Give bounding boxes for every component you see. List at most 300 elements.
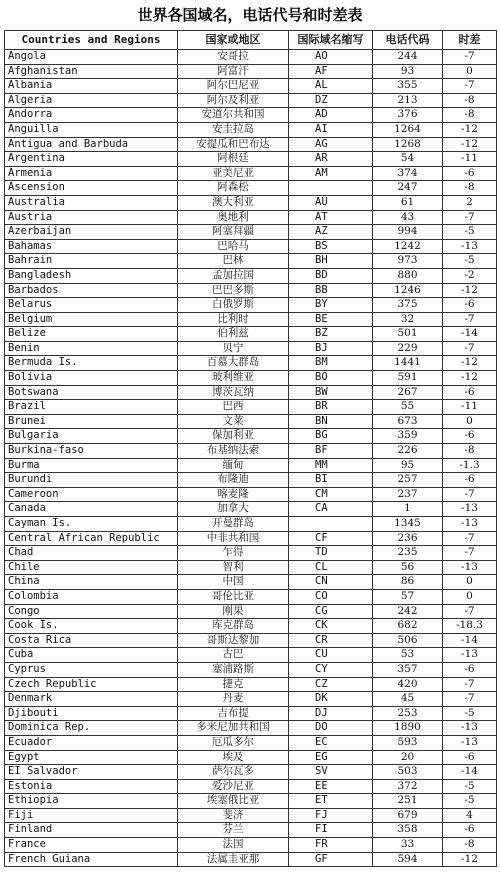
- cell-country-en: Burundi: [5, 473, 178, 488]
- cell-phone-code: 235: [373, 546, 443, 561]
- cell-phone-code: 973: [373, 254, 443, 269]
- cell-phone-code: 682: [373, 619, 443, 634]
- cell-country-en: Chile: [5, 560, 178, 575]
- cell-country-cn: 丹麦: [178, 692, 289, 707]
- cell-domain: AF: [289, 64, 373, 79]
- cell-domain: BS: [289, 239, 373, 254]
- cell-time-diff: -1.3: [443, 458, 497, 473]
- table-row: [5, 429, 497, 444]
- cell-country-en: Czech Republic: [5, 677, 178, 692]
- cell-country-en: Belarus: [5, 298, 178, 313]
- cell-domain: EE: [289, 779, 373, 794]
- header-time-diff: 时差: [443, 31, 497, 50]
- cell-time-diff: -12: [443, 137, 497, 152]
- table-row: [5, 327, 497, 342]
- cell-phone-code: 267: [373, 385, 443, 400]
- cell-country-cn: 安道尔共和国: [178, 108, 289, 123]
- cell-country-cn: 布隆迪: [178, 473, 289, 488]
- cell-domain: AG: [289, 137, 373, 152]
- cell-time-diff: -7: [443, 546, 497, 561]
- cell-time-diff: -6: [443, 823, 497, 838]
- cell-domain: DJ: [289, 706, 373, 721]
- cell-phone-code: 55: [373, 400, 443, 415]
- cell-phone-code: 594: [373, 852, 443, 867]
- cell-phone-code: 57: [373, 589, 443, 604]
- cell-country-cn: 加拿大: [178, 502, 289, 517]
- cell-country-cn: 阿森松: [178, 181, 289, 196]
- table-row: [5, 487, 497, 502]
- table-row: [5, 181, 497, 196]
- cell-domain: FJ: [289, 808, 373, 823]
- cell-time-diff: -6: [443, 750, 497, 765]
- cell-country-cn: 伯利兹: [178, 327, 289, 342]
- cell-time-diff: -12: [443, 122, 497, 137]
- cell-time-diff: -11: [443, 400, 497, 415]
- cell-country-cn: 刚果: [178, 604, 289, 619]
- table-row: [5, 619, 497, 634]
- cell-country-en: China: [5, 575, 178, 590]
- cell-domain: CU: [289, 648, 373, 663]
- cell-domain: BN: [289, 414, 373, 429]
- cell-country-cn: 百慕大群岛: [178, 356, 289, 371]
- table-row: [5, 838, 497, 853]
- cell-country-cn: 阿富汗: [178, 64, 289, 79]
- cell-country-cn: 巴西: [178, 400, 289, 415]
- cell-country-cn: 博茨瓦纳: [178, 385, 289, 400]
- cell-country-en: Cyprus: [5, 662, 178, 677]
- cell-country-en: Australia: [5, 195, 178, 210]
- cell-country-en: Canada: [5, 502, 178, 517]
- cell-country-cn: 亚美尼亚: [178, 166, 289, 181]
- cell-domain: ET: [289, 794, 373, 809]
- cell-domain: DK: [289, 692, 373, 707]
- cell-phone-code: 229: [373, 341, 443, 356]
- cell-country-cn: 捷克: [178, 677, 289, 692]
- table-row: [5, 225, 497, 240]
- table-row: [5, 794, 497, 809]
- cell-phone-code: 226: [373, 444, 443, 459]
- cell-time-diff: -14: [443, 633, 497, 648]
- header-domain: 国际域名缩写: [289, 31, 373, 50]
- cell-country-en: Central African Republic: [5, 531, 178, 546]
- cell-country-en: Bahrain: [5, 254, 178, 269]
- cell-phone-code: 237: [373, 487, 443, 502]
- cell-country-en: Botswana: [5, 385, 178, 400]
- table-row: [5, 93, 497, 108]
- table-row: [5, 517, 497, 532]
- cell-country-en: Bahamas: [5, 239, 178, 254]
- cell-domain: AZ: [289, 225, 373, 240]
- cell-country-cn: 阿尔及利亚: [178, 93, 289, 108]
- cell-country-cn: 中国: [178, 575, 289, 590]
- cell-domain: CA: [289, 502, 373, 517]
- cell-domain: AM: [289, 166, 373, 181]
- table-row: [5, 531, 497, 546]
- cell-country-cn: 塞浦路斯: [178, 662, 289, 677]
- table-row: [5, 385, 497, 400]
- table-row: [5, 312, 497, 327]
- cell-country-en: Azerbaijan: [5, 225, 178, 240]
- cell-country-en: Bulgaria: [5, 429, 178, 444]
- cell-phone-code: 86: [373, 575, 443, 590]
- cell-time-diff: -13: [443, 560, 497, 575]
- cell-time-diff: -7: [443, 487, 497, 502]
- cell-time-diff: -8: [443, 93, 497, 108]
- header-phone-code: 电话代码: [373, 31, 443, 50]
- cell-country-en: Algeria: [5, 93, 178, 108]
- cell-domain: BW: [289, 385, 373, 400]
- cell-country-en: Fiji: [5, 808, 178, 823]
- table-row: [5, 852, 497, 867]
- cell-phone-code: 95: [373, 458, 443, 473]
- cell-country-cn: 阿尔巴尼亚: [178, 79, 289, 94]
- cell-domain: BJ: [289, 341, 373, 356]
- cell-domain: CZ: [289, 677, 373, 692]
- cell-country-en: Argentina: [5, 152, 178, 167]
- cell-phone-code: 679: [373, 808, 443, 823]
- cell-domain: CL: [289, 560, 373, 575]
- cell-time-diff: 0: [443, 64, 497, 79]
- cell-domain: BG: [289, 429, 373, 444]
- cell-domain: BR: [289, 400, 373, 415]
- cell-time-diff: -7: [443, 312, 497, 327]
- table-row: [5, 706, 497, 721]
- cell-time-diff: 0: [443, 575, 497, 590]
- cell-domain: FI: [289, 823, 373, 838]
- cell-country-cn: 开曼群岛: [178, 517, 289, 532]
- cell-domain: AT: [289, 210, 373, 225]
- cell-country-cn: 吉布提: [178, 706, 289, 721]
- table-row: [5, 560, 497, 575]
- cell-domain: BF: [289, 444, 373, 459]
- cell-time-diff: -8: [443, 444, 497, 459]
- cell-domain: BD: [289, 268, 373, 283]
- table-row: [5, 750, 497, 765]
- cell-country-en: Andorra: [5, 108, 178, 123]
- cell-time-diff: -12: [443, 356, 497, 371]
- cell-phone-code: 1: [373, 502, 443, 517]
- cell-country-cn: 厄瓜多尔: [178, 735, 289, 750]
- cell-phone-code: 43: [373, 210, 443, 225]
- cell-phone-code: 1264: [373, 122, 443, 137]
- cell-country-cn: 中非共和国: [178, 531, 289, 546]
- table-row: [5, 414, 497, 429]
- cell-time-diff: -14: [443, 765, 497, 780]
- cell-country-cn: 乍得: [178, 546, 289, 561]
- cell-phone-code: 372: [373, 779, 443, 794]
- cell-country-en: Burkina-faso: [5, 444, 178, 459]
- cell-country-en: Benin: [5, 341, 178, 356]
- cell-country-en: Finland: [5, 823, 178, 838]
- table-row: [5, 371, 497, 386]
- cell-country-cn: 奥地利: [178, 210, 289, 225]
- cell-phone-code: 357: [373, 662, 443, 677]
- cell-country-cn: 法国: [178, 838, 289, 853]
- cell-phone-code: 376: [373, 108, 443, 123]
- cell-country-en: Ecuador: [5, 735, 178, 750]
- table-row: [5, 152, 497, 167]
- cell-country-en: Angola: [5, 50, 178, 65]
- cell-phone-code: 33: [373, 838, 443, 853]
- cell-phone-code: 1345: [373, 517, 443, 532]
- cell-country-en: Congo: [5, 604, 178, 619]
- cell-phone-code: 1242: [373, 239, 443, 254]
- cell-domain: CN: [289, 575, 373, 590]
- cell-domain: AI: [289, 122, 373, 137]
- table-row: [5, 137, 497, 152]
- table-row: [5, 823, 497, 838]
- cell-phone-code: 358: [373, 823, 443, 838]
- cell-time-diff: -12: [443, 283, 497, 298]
- cell-country-en: Belgium: [5, 312, 178, 327]
- table-row: [5, 400, 497, 415]
- cell-country-cn: 安哥拉: [178, 50, 289, 65]
- cell-country-cn: 阿根廷: [178, 152, 289, 167]
- cell-time-diff: -5: [443, 794, 497, 809]
- cell-domain: BB: [289, 283, 373, 298]
- cell-country-en: Afghanistan: [5, 64, 178, 79]
- cell-domain: CK: [289, 619, 373, 634]
- cell-phone-code: 242: [373, 604, 443, 619]
- cell-phone-code: 61: [373, 195, 443, 210]
- header-row: [5, 31, 497, 50]
- cell-phone-code: 20: [373, 750, 443, 765]
- cell-country-cn: 喀麦隆: [178, 487, 289, 502]
- cell-time-diff: -5: [443, 706, 497, 721]
- cell-domain: AU: [289, 195, 373, 210]
- cell-time-diff: -2: [443, 268, 497, 283]
- cell-phone-code: 1890: [373, 721, 443, 736]
- table-row: [5, 589, 497, 604]
- table-row: [5, 808, 497, 823]
- cell-country-cn: 芬兰: [178, 823, 289, 838]
- cell-country-cn: 澳大利亚: [178, 195, 289, 210]
- cell-country-cn: 巴巴多斯: [178, 283, 289, 298]
- cell-country-en: EI Salvador: [5, 765, 178, 780]
- table-row: [5, 458, 497, 473]
- cell-domain: SV: [289, 765, 373, 780]
- cell-country-cn: 布基纳法索: [178, 444, 289, 459]
- cell-time-diff: -7: [443, 604, 497, 619]
- table-row: [5, 283, 497, 298]
- cell-country-cn: 巴哈马: [178, 239, 289, 254]
- table-row: [5, 50, 497, 65]
- cell-time-diff: -8: [443, 181, 497, 196]
- country-code-table: [4, 30, 497, 867]
- table-row: [5, 692, 497, 707]
- cell-domain: BO: [289, 371, 373, 386]
- cell-domain: EC: [289, 735, 373, 750]
- cell-country-en: Antigua and Barbuda: [5, 137, 178, 152]
- cell-country-en: Chad: [5, 546, 178, 561]
- page-title: 世界各国域名，电话代号和时差表: [137, 6, 363, 24]
- cell-domain: DO: [289, 721, 373, 736]
- cell-phone-code: 32: [373, 312, 443, 327]
- cell-time-diff: -7: [443, 341, 497, 356]
- cell-country-en: Austria: [5, 210, 178, 225]
- cell-time-diff: -6: [443, 662, 497, 677]
- cell-country-en: Colombia: [5, 589, 178, 604]
- cell-time-diff: -5: [443, 254, 497, 269]
- cell-time-diff: -8: [443, 838, 497, 853]
- table-row: [5, 721, 497, 736]
- cell-time-diff: 2: [443, 195, 497, 210]
- cell-phone-code: 54: [373, 152, 443, 167]
- table-row: [5, 546, 497, 561]
- cell-time-diff: -11: [443, 152, 497, 167]
- cell-domain: [289, 517, 373, 532]
- table-row: [5, 356, 497, 371]
- cell-time-diff: -6: [443, 166, 497, 181]
- cell-phone-code: 355: [373, 79, 443, 94]
- table-row: [5, 64, 497, 79]
- header-country-cn: 国家或地区: [178, 31, 289, 50]
- table-row: [5, 444, 497, 459]
- cell-domain: EG: [289, 750, 373, 765]
- cell-country-cn: 斐济: [178, 808, 289, 823]
- cell-country-cn: 哥斯达黎加: [178, 633, 289, 648]
- table-row: [5, 735, 497, 750]
- cell-country-en: Burma: [5, 458, 178, 473]
- cell-country-cn: 贝宁: [178, 341, 289, 356]
- cell-country-en: Bangladesh: [5, 268, 178, 283]
- cell-country-en: Cook Is.: [5, 619, 178, 634]
- cell-country-en: Djibouti: [5, 706, 178, 721]
- cell-time-diff: -7: [443, 210, 497, 225]
- cell-phone-code: 420: [373, 677, 443, 692]
- cell-country-cn: 智利: [178, 560, 289, 575]
- cell-domain: BM: [289, 356, 373, 371]
- table-row: [5, 195, 497, 210]
- cell-country-en: Barbados: [5, 283, 178, 298]
- cell-domain: BZ: [289, 327, 373, 342]
- cell-country-cn: 玻利维亚: [178, 371, 289, 386]
- cell-country-cn: 哥伦比亚: [178, 589, 289, 604]
- cell-country-cn: 埃塞俄比亚: [178, 794, 289, 809]
- cell-country-en: Dominica Rep.: [5, 721, 178, 736]
- table-row: [5, 298, 497, 313]
- cell-domain: AL: [289, 79, 373, 94]
- cell-country-cn: 比利时: [178, 312, 289, 327]
- cell-domain: AD: [289, 108, 373, 123]
- cell-phone-code: 880: [373, 268, 443, 283]
- cell-country-cn: 古巴: [178, 648, 289, 663]
- cell-country-en: Costa Rica: [5, 633, 178, 648]
- cell-time-diff: -13: [443, 721, 497, 736]
- cell-phone-code: 359: [373, 429, 443, 444]
- cell-domain: BI: [289, 473, 373, 488]
- cell-phone-code: 213: [373, 93, 443, 108]
- table-row: [5, 765, 497, 780]
- cell-country-en: Denmark: [5, 692, 178, 707]
- cell-phone-code: 247: [373, 181, 443, 196]
- table-row: [5, 633, 497, 648]
- cell-country-en: Brazil: [5, 400, 178, 415]
- table-row: [5, 473, 497, 488]
- cell-domain: CM: [289, 487, 373, 502]
- cell-time-diff: -13: [443, 735, 497, 750]
- table-row: [5, 779, 497, 794]
- cell-time-diff: -6: [443, 385, 497, 400]
- table-row: [5, 239, 497, 254]
- table-row: [5, 210, 497, 225]
- cell-country-cn: 埃及: [178, 750, 289, 765]
- cell-time-diff: -7: [443, 531, 497, 546]
- cell-time-diff: -13: [443, 517, 497, 532]
- table-row: [5, 575, 497, 590]
- table-row: [5, 604, 497, 619]
- table-row: [5, 79, 497, 94]
- table-row: [5, 122, 497, 137]
- cell-country-cn: 安提瓜和巴布达: [178, 137, 289, 152]
- table-body: [5, 50, 497, 867]
- cell-domain: CG: [289, 604, 373, 619]
- cell-country-cn: 法属圭亚那: [178, 852, 289, 867]
- cell-country-en: France: [5, 838, 178, 853]
- cell-time-diff: -6: [443, 298, 497, 313]
- cell-time-diff: -13: [443, 239, 497, 254]
- cell-time-diff: -5: [443, 225, 497, 240]
- cell-domain: CO: [289, 589, 373, 604]
- cell-domain: CF: [289, 531, 373, 546]
- cell-time-diff: -8: [443, 108, 497, 123]
- cell-domain: AR: [289, 152, 373, 167]
- cell-country-cn: 保加利亚: [178, 429, 289, 444]
- cell-phone-code: 506: [373, 633, 443, 648]
- cell-country-cn: 库克群岛: [178, 619, 289, 634]
- cell-country-cn: 白俄罗斯: [178, 298, 289, 313]
- cell-country-en: Ascension: [5, 181, 178, 196]
- cell-phone-code: 1441: [373, 356, 443, 371]
- cell-country-en: Egypt: [5, 750, 178, 765]
- cell-phone-code: 591: [373, 371, 443, 386]
- table-row: [5, 662, 497, 677]
- cell-country-cn: 安圭拉岛: [178, 122, 289, 137]
- cell-domain: CY: [289, 662, 373, 677]
- table-row: [5, 502, 497, 517]
- table-row: [5, 648, 497, 663]
- table-row: [5, 254, 497, 269]
- cell-domain: DZ: [289, 93, 373, 108]
- cell-phone-code: 56: [373, 560, 443, 575]
- cell-time-diff: -7: [443, 50, 497, 65]
- cell-country-cn: 萨尔瓦多: [178, 765, 289, 780]
- cell-time-diff: -12: [443, 852, 497, 867]
- table-row: [5, 166, 497, 181]
- cell-country-cn: 缅甸: [178, 458, 289, 473]
- cell-country-en: Cuba: [5, 648, 178, 663]
- cell-domain: AO: [289, 50, 373, 65]
- cell-phone-code: 374: [373, 166, 443, 181]
- cell-time-diff: -5: [443, 779, 497, 794]
- cell-phone-code: 236: [373, 531, 443, 546]
- cell-phone-code: 673: [373, 414, 443, 429]
- cell-time-diff: 0: [443, 414, 497, 429]
- cell-time-diff: 0: [443, 589, 497, 604]
- cell-time-diff: -18.3: [443, 619, 497, 634]
- cell-country-en: Cameroon: [5, 487, 178, 502]
- cell-domain: GF: [289, 852, 373, 867]
- cell-country-en: Brunei: [5, 414, 178, 429]
- cell-country-cn: 巴林: [178, 254, 289, 269]
- cell-time-diff: -7: [443, 79, 497, 94]
- cell-country-cn: 文莱: [178, 414, 289, 429]
- table-row: [5, 268, 497, 283]
- cell-phone-code: 251: [373, 794, 443, 809]
- cell-phone-code: 501: [373, 327, 443, 342]
- cell-country-cn: 爱沙尼亚: [178, 779, 289, 794]
- cell-country-cn: 孟加拉国: [178, 268, 289, 283]
